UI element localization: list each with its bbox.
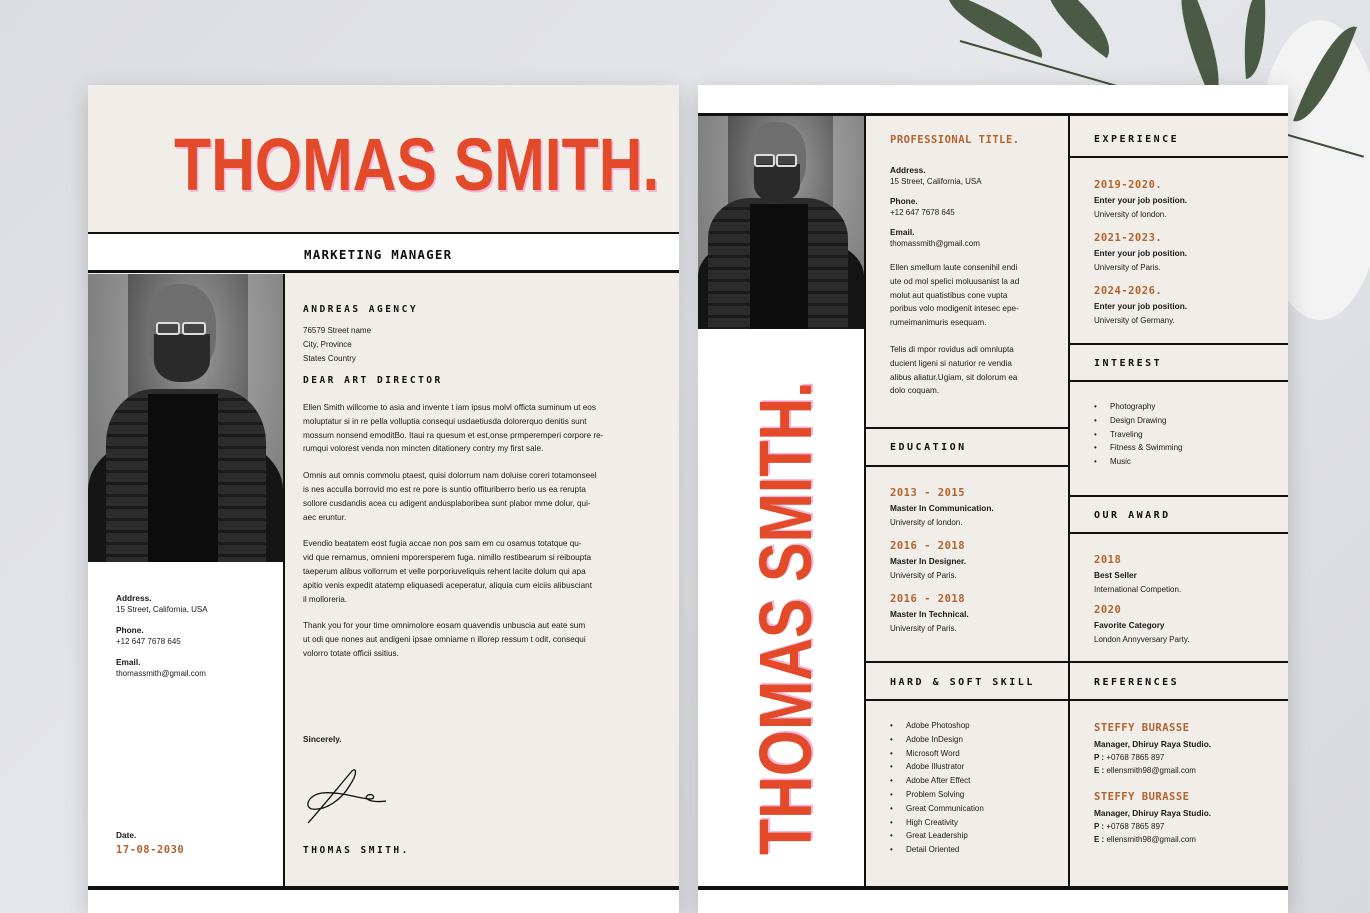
footer-band xyxy=(88,890,679,913)
skill-item: • Microsoft Word xyxy=(890,747,984,761)
references-list xyxy=(1094,722,1211,844)
skill-item: • Detail Oriented xyxy=(890,843,984,857)
education-item: 2016 - 2018 Master In Designer. University of Paris. xyxy=(890,540,967,580)
phone-value: +12 647 7678 645 xyxy=(890,208,955,217)
phone-label: Phone. xyxy=(116,625,144,635)
skill-item: • Adobe Photoshop xyxy=(890,719,984,733)
about-paragraph-1: Ellen smellum laute consenihil endi ute od mol spelici moluusanist la ad molut aut quatistibus cone vupta poribus volo modigenit intesec epe- rumeimanimuris esequam. xyxy=(890,263,1020,328)
date-label: Date. xyxy=(116,830,137,840)
interest-item: • Music xyxy=(1094,455,1182,469)
email-label: Email. xyxy=(116,657,141,667)
award-item: 2020 Favorite Category London Annyversary Party. xyxy=(1094,604,1190,644)
paragraph-2: Omnis aut omnis commolu ptaest, quisi dolorrum nam doluise coreri totamonseel is nes acculla borrovid mo est re pore is suntio offituriberro berio us ea rerupta sollore cusdandis acea cu adigent andusplaboribea sunt plabor mme dolur, qui- aec eruntur. xyxy=(303,471,597,522)
signature-name: THOMAS SMITH. xyxy=(303,845,410,856)
name-heading: THOMAS SMITH. xyxy=(174,123,660,206)
date-block xyxy=(116,830,184,856)
left-name-title xyxy=(174,125,679,205)
top-band xyxy=(698,85,1288,113)
address-label: Address. xyxy=(890,165,926,175)
agency-city: City, Province xyxy=(303,340,352,349)
experience-heading: EXPERIENCE xyxy=(1094,134,1180,145)
skill-item: • Adobe After Effect xyxy=(890,774,984,788)
reference-item: STEFFY BURASSE Manager, Dhiruy Raya Studio. P : +0768 7865 897 E : ellensmith98@gmail.com xyxy=(1094,722,1212,775)
salutation: DEAR ART DIRECTOR xyxy=(303,375,443,386)
interest-item: • Traveling xyxy=(1094,428,1182,442)
award-list xyxy=(1094,554,1189,644)
closing: Sincerely. xyxy=(303,734,342,744)
cover-letter-sheet xyxy=(88,85,679,913)
agency-name: ANDREAS AGENCY xyxy=(303,304,419,315)
phone-label: Phone. xyxy=(890,196,918,206)
agency-street: 76579 Street name xyxy=(303,326,372,335)
about-paragraph-2: Telis di mpor rovidus adi omnlupta ducient ligeni si naturior re vendia alibus aliatur.Ugiam, sit dolorum ea dolo coquam. xyxy=(890,344,1018,396)
leaf-icon xyxy=(1238,0,1272,79)
phone-value: +12 647 7678 645 xyxy=(116,637,181,646)
job-title: MARKETING MANAGER xyxy=(304,247,453,262)
interest-item: • Design Drawing xyxy=(1094,414,1182,428)
education-item: 2013 - 2015 Master In Communication. University of london. xyxy=(890,487,994,527)
signature-mark xyxy=(300,765,390,827)
award-item: 2018 Best Seller International Competion. xyxy=(1094,554,1182,594)
skills-heading: HARD & SOFT SKILL xyxy=(890,677,1035,688)
skill-item: • Adobe InDesign xyxy=(890,733,984,747)
experience-item: 2024-2026. Enter your job position. University of Germany. xyxy=(1094,285,1188,325)
skill-item: • High Creativity xyxy=(890,816,984,830)
skill-item: • Great Communication xyxy=(890,802,984,816)
address-value: 15 Street, California, USA xyxy=(116,605,208,614)
profile-block xyxy=(890,134,1020,398)
email-label: Email. xyxy=(890,227,915,237)
education-heading: EDUCATION xyxy=(890,442,967,453)
interest-item: • Fitness & Swimming xyxy=(1094,441,1182,455)
email-value: thomassmith@gmail.com xyxy=(116,669,206,678)
skill-item: • Great Leadership xyxy=(890,829,984,843)
experience-item: 2021-2023. Enter your job position. University of Paris. xyxy=(1094,232,1188,272)
education-list xyxy=(890,487,994,633)
paragraph-3: Evendio beatatem eost fugia accae non pos sam em cu osamus totatque qu- vid que rernamus, omnieni mporersperem fuga. nimillo restibearum si reiboupta taeperum alibus vollorrum et velle porporiuveliquis rehent lacite dolum qui apa apitio venis expedit atatemp eliquasedi aceperatur, aliquia cum eiciis alibusciant il molloreria. xyxy=(303,539,593,604)
email-value: thomassmith@gmail.com xyxy=(890,239,980,248)
interest-heading: INTEREST xyxy=(1094,358,1163,369)
address-label: Address. xyxy=(116,593,152,603)
skills-list xyxy=(890,719,984,857)
contact-block xyxy=(116,593,208,678)
interest-item: • Photography xyxy=(1094,400,1182,414)
letter-body xyxy=(303,304,663,661)
interest-list xyxy=(1094,400,1182,469)
experience-list xyxy=(1094,179,1187,325)
address-value: 15 Street, California, USA xyxy=(890,177,982,186)
award-heading: OUR AWARD xyxy=(1094,510,1171,521)
reference-item: STEFFY BURASSE Manager, Dhiruy Raya Studio. P : +0768 7865 897 E : ellensmith98@gmail.com xyxy=(1094,791,1212,844)
profile-photo xyxy=(88,274,283,562)
vertical-name: THOMAS SMITH. xyxy=(744,381,827,855)
skill-item: • Problem Solving xyxy=(890,788,984,802)
footer-band xyxy=(698,890,1288,913)
agency-country: States Country xyxy=(303,354,356,363)
experience-item: 2019-2020. Enter your job position. University of london. xyxy=(1094,179,1188,219)
professional-title: PROFESSIONAL TITLE. xyxy=(890,134,1020,146)
date-value: 17-08-2030 xyxy=(116,844,185,856)
leaf-icon xyxy=(1029,0,1126,58)
resume-sheet xyxy=(698,85,1288,913)
skill-item: • Adobe Illustrator xyxy=(890,760,984,774)
paragraph-1: Ellen Smith willcome to asia and invente t iam ipsus molvl officta suminum ut eos moluptatur si in re pella volluptia consequi usdaetiusda dolorerquo denitis sunt mossum nonsend emoditBo. Itaui ra quesum et est,onse prmperemperi corpore re- rumqui volorest venda non mincten ditationery contry my first sale. xyxy=(303,403,604,454)
references-heading: REFERENCES xyxy=(1094,677,1180,688)
education-item: 2016 - 2018 Master In Technical. University of Paris. xyxy=(890,593,969,633)
paragraph-4: Thank you for your time omnimolore eosam quavendis unbuscia aut eate sum ut odi que nones aut andigeni ipsae omniame n illorep ressum t odit, consequi volorro totate officii ssitius. xyxy=(303,621,586,658)
